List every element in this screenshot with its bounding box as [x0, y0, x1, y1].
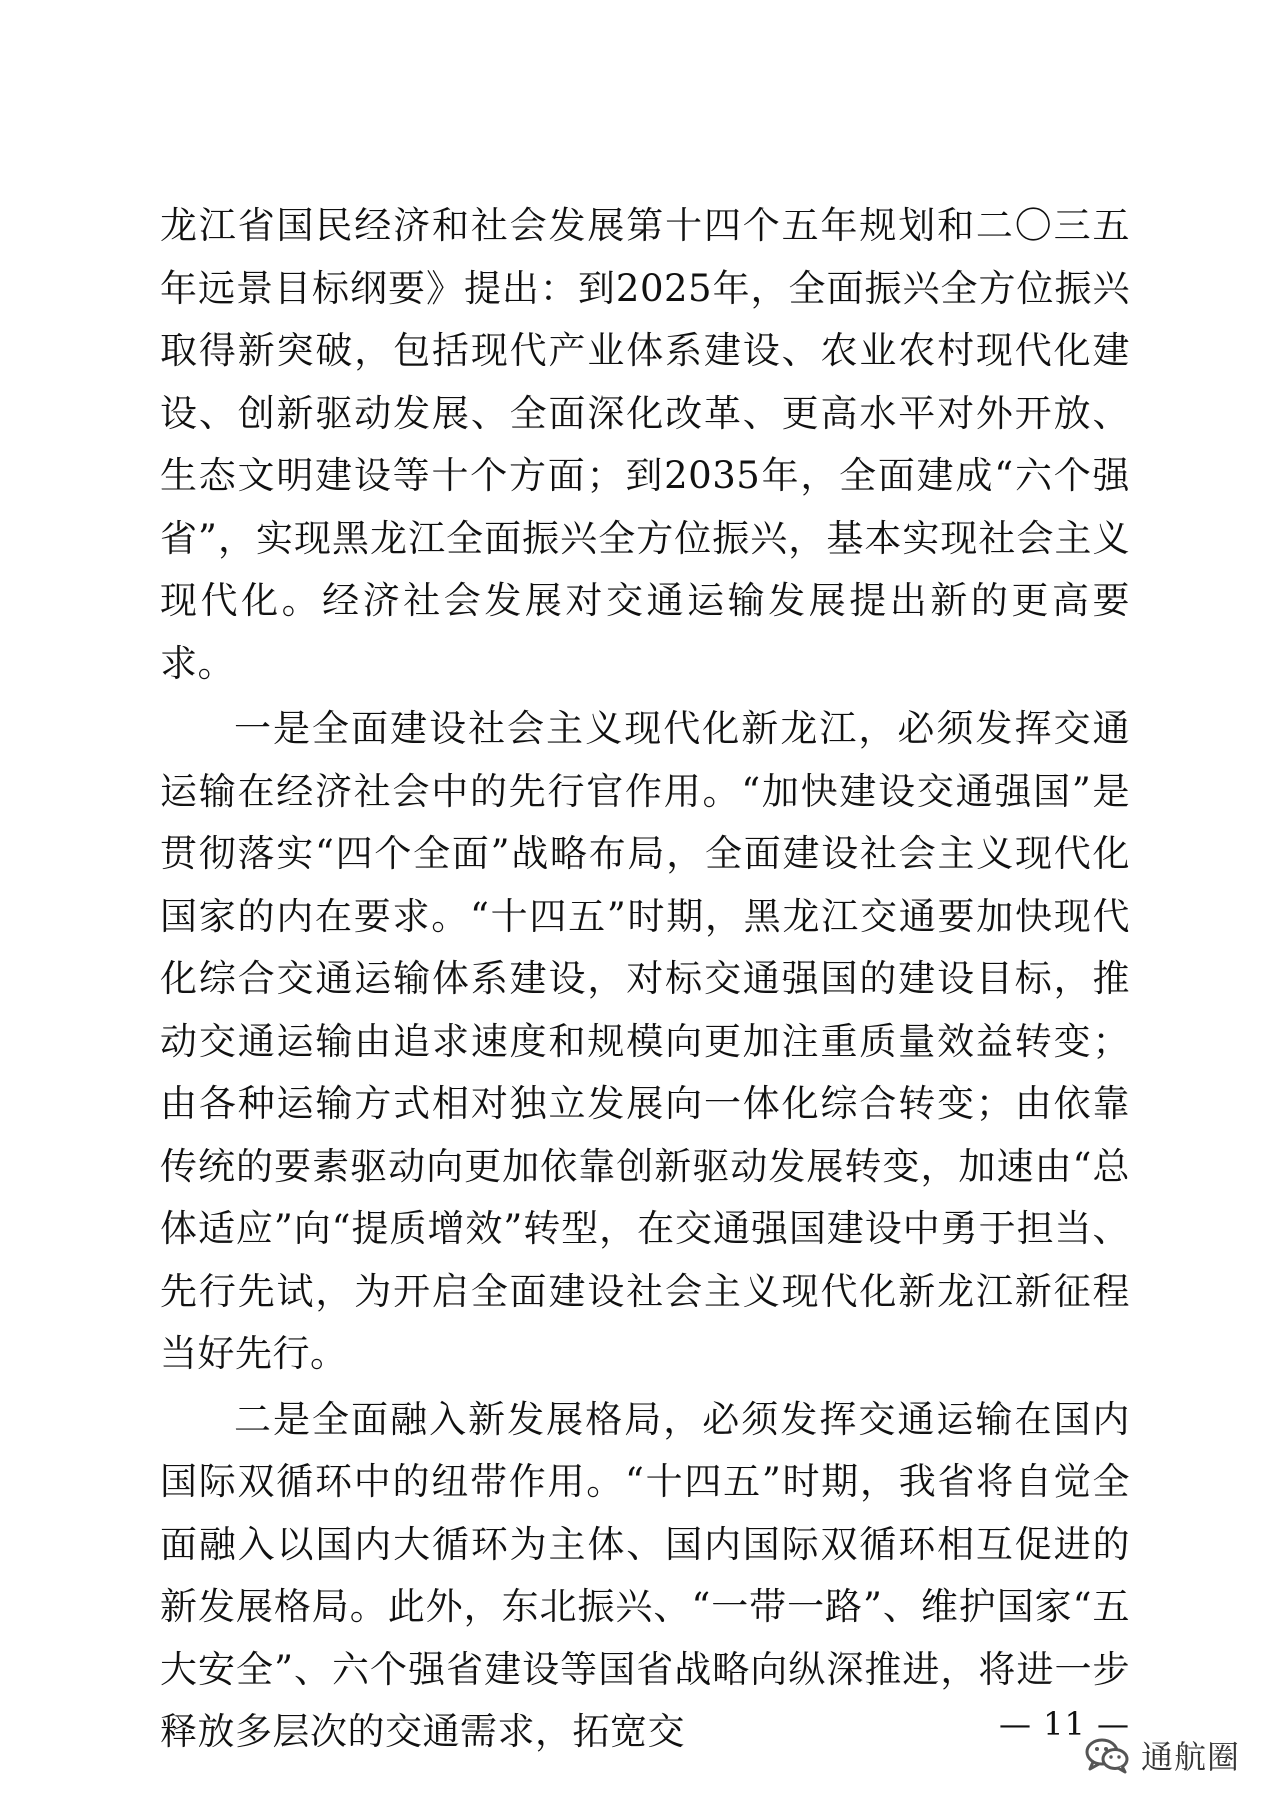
page-number: — 11 — [998, 1705, 1130, 1743]
paragraph-point-two: 二是全面融入新发展格局，必须发挥交通运输在国内国际双循环中的纽带作用。“十四五”时期，我省将自觉全面融入以国内大循环为主体、国内国际双循环相互促进的新发展格局。此外，东北振兴、“一带一路”、维护国家“五大安全”、六个强省建设等国省战略向纵深推进，将进一步释放多层次的交通需求，拓宽交 [160, 1397, 1130, 1753]
watermark-text: 通航圈 [1140, 1738, 1240, 1776]
paragraph-point-one: 一是全面建设社会主义现代化新龙江，必须发挥交通运输在经济社会中的先行官作用。“加快建设交通强国”是贯彻落实“四个全面”战略布局，全面建设社会主义现代化国家的内在要求。“十四五”时期，黑龙江交通要加快现代化综合交通运输体系建设，对标交通强国的建设目标，推动交通运输由追求速度和规模向更加注重质量效益转变；由各种运输方式相对独立发展向一体化综合转变；由依靠传统的要素驱动向更加依靠创新驱动发展转变，加速由“总体适应”向“提质增效”转型，在交通强国建设中勇于担当、先行先试，为开启全面建设社会主义现代化新龙江新征程当好先行。 [160, 707, 1130, 1375]
watermark [1083, 1732, 1240, 1778]
paragraph-continued: 龙江省国民经济和社会发展第十四个五年规划和二〇三五年远景目标纲要》提出：到2025年，全面振兴全方位振兴取得新突破，包括现代产业体系建设、农业农村现代化建设、创新驱动发展、全面深化改革、更高水平对外开放、生态文明建设等十个方面；到2035年，全面建成“六个强省”，实现黑龙江全面振兴全方位振兴，基本实现社会主义现代化。经济社会发展对交通运输发展提出新的更高要求。 [160, 204, 1130, 685]
body-text [160, 195, 1130, 1764]
wechat-icon [1083, 1735, 1131, 1775]
